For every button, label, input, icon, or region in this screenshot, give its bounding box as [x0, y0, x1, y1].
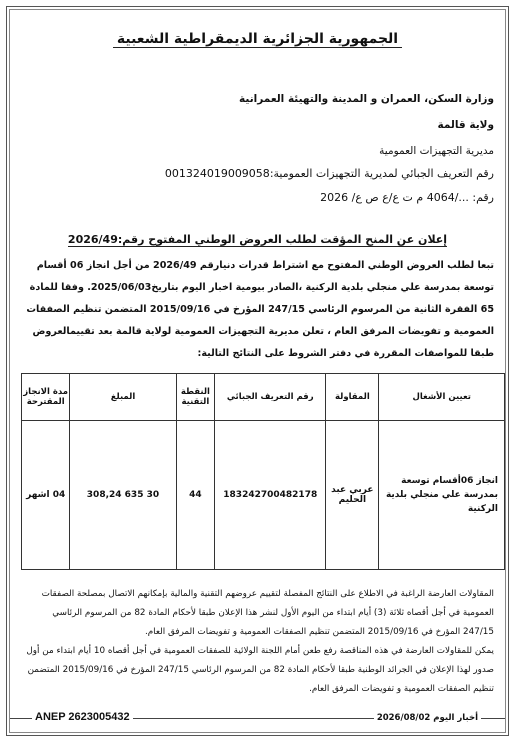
announcement-title: إعلان عن المنح المؤقت لطلب العروض الوطني المفتوح رقم:2026/49: [67, 233, 448, 246]
results-table: [21, 373, 505, 570]
cell-score: 44: [176, 421, 215, 570]
closing-paragraph-2: يمكن للمقاولات العارضة في هذه المناقصة رفع طعن أمام اللجنة الولائية للصفقات العمومية في أجل أقصاه 10 أيام ابتداء من أول صدور لهذا الإعلان في الجرائد الوطنية طبقا لأحكام المادة 82 من المرسوم الرئاسي 247/15 المؤرخ في 2015/09/16 المتضمن تنظيم الصفقات العمومية و تفويضات المرفق العام.: [26, 646, 494, 694]
col-contractor: المقاولة: [326, 374, 379, 421]
announcement-page: [6, 6, 509, 736]
col-tax-id: رقم التعريف الجبائي: [215, 374, 326, 421]
wilaya-name: ولاية قالمة: [437, 119, 494, 131]
ministry-name: وزارة السكن، العمران و المدينة والتهيئة العمرانية: [239, 93, 494, 105]
republic-title: الجمهورية الجزائرية الديمقراطية الشعبية: [113, 31, 402, 48]
cell-tax-id: 183242700482178: [215, 421, 326, 570]
reference-number: رقم: .../4064 م ت ع/ع ص ع/ 2026: [320, 191, 494, 204]
col-project: تعيين الأشغال: [379, 374, 505, 421]
cell-amount: 30 635 308,24: [70, 421, 176, 570]
cell-contractor: عربي عبد الحليم: [326, 421, 379, 570]
announcement-intro: تبعا لطلب العروض الوطني المفتوح مع اشتراط قدرات دنيارقم 2026/49 من أجل انجاز 06 أقسام توسعة بمدرسة علي منجلي بلدية الركنية ،الصادر بيومية اخبار اليوم بتاريخ2025/06/03. وفقا للمادة 65 الفقرة الثانية من المرسوم الرئاسي 247/15 المؤرخ في 2015/09/16 المتضمن تنظيم الصفقات العمومية و تفويضات المرفق العام ، تعلن مديرية التجهيزات العمومية لولاية قالمة بعد تقييمالعروض طبقا للمواصفات المقررة في دفتر الشروط على النتائج التالية:: [26, 260, 494, 359]
newspaper-date: أخبار اليوم 2026/08/02: [374, 713, 481, 723]
anep-number: ANEP 2623005432: [32, 711, 133, 723]
closing-text: [21, 585, 494, 699]
table-header-row: [22, 374, 505, 421]
closing-paragraph-1: المقاولات العارضة الراغبة في الاطلاع على النتائج المفصلة لتقييم عروضهم التقنية والمالية بإمكانهم الاتصال بمصلحة الصفقات العمومية في أجل أقصاه ثلاثة (3) أيام ابتداء من اليوم الأول لنشر هذا الإعلان طبقا لأحكام المادة 82 من المرسوم الرئاسي 247/15 المؤرخ في 2015/09/16 المتضمن تنظيم الصفقات العمومية و تفويضات المرفق العام.: [41, 589, 494, 637]
cell-project: انجاز 06أقسام توسعة بمدرسة علي منجلي بلدية الركنية: [379, 421, 505, 570]
cell-duration: 04 اشهر: [22, 421, 70, 570]
col-duration: مدة الانجاز المقترحة: [22, 374, 70, 421]
republic-header: [7, 31, 508, 47]
direction-name: مديرية التجهيزات العمومية: [379, 145, 494, 157]
col-amount: المبلغ: [70, 374, 176, 421]
issuer-tax-id: رقم التعريف الجبائي لمديرية التجهيزات العمومية:001324019009058: [164, 167, 494, 180]
announcement-title-wrap: [7, 233, 508, 246]
col-score: النقطة التقنية: [176, 374, 215, 421]
table-row: [22, 421, 505, 570]
